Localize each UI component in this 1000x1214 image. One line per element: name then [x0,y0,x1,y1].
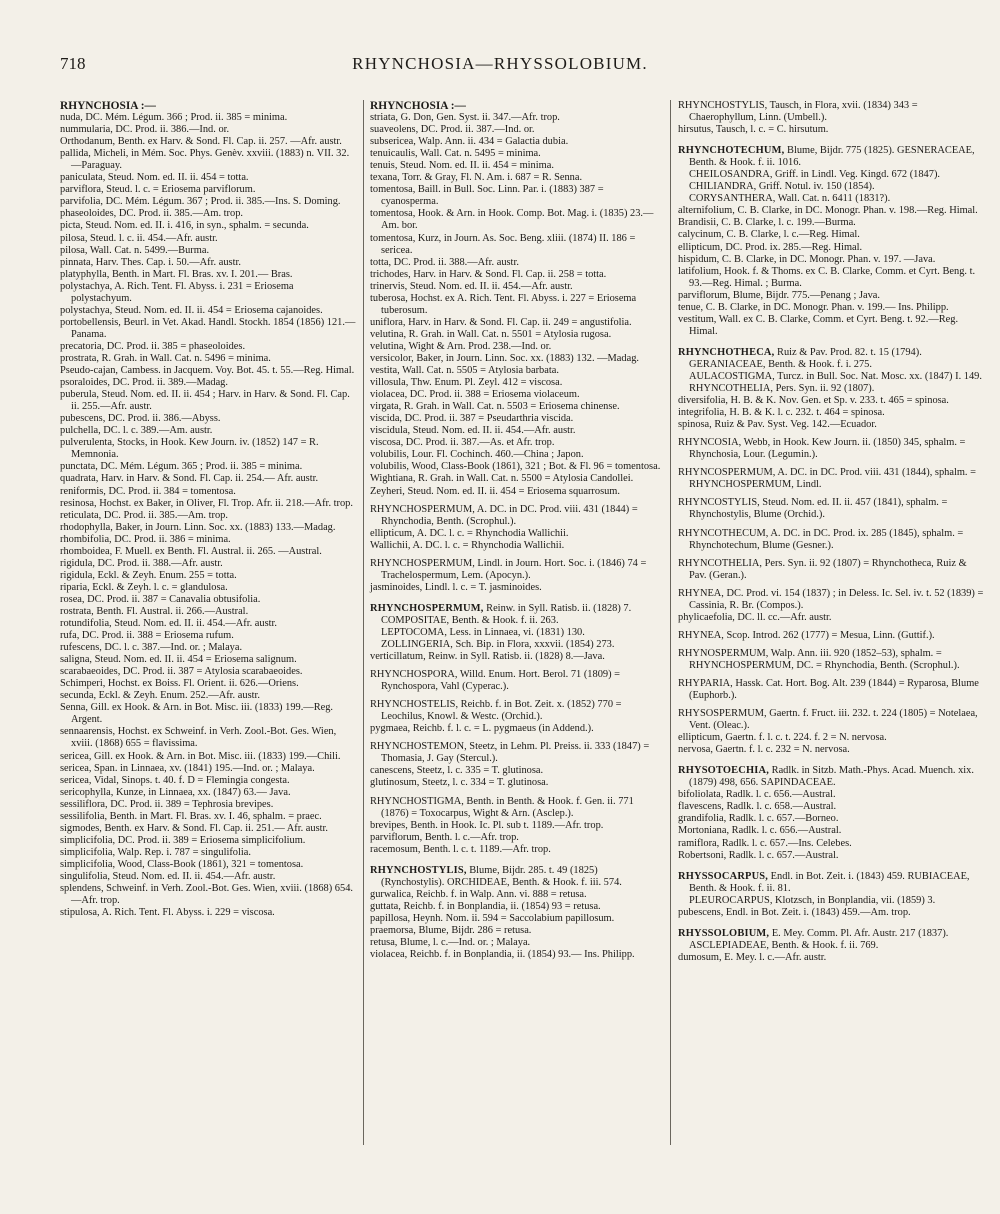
species-entry: viscosa, DC. Prod. ii. 387.—As. et Afr. trop. [370,437,555,449]
species-entry: splendens, Schweinf. in Verh. Zool.-Bot. Ges. Wien, xviii. (1868) 654.—Afr. trop. [60,883,353,907]
genus-synonym-entry: RHYNCOTHELIA, Pers. Syn. ii. 92 (1807) = Rhynchotheca, Ruiz & Pav. (Geran.). [678,557,967,581]
species-entry: sennaarensis, Hochst. ex Schweinf. in Verh. Zool.-Bot. Ges. Wien, xviii. (1868) 655 = flavissima. [60,726,337,750]
species-entry: hispidum, C. B. Clarke, in DC. Monogr. Phan. v. 197. —Java. [678,253,936,265]
species-entry: uniflora, Harv. in Harv. & Sond. Fl. Cap. ii. 249 = angustifolia. [370,316,632,328]
species-entry: simplicifolia, Wood, Class-Book (1861), 321 = tomentosa. [60,858,304,870]
species-entry: velutina, R. Grah. in Wall. Cat. n. 5501 = Atylosia rugosa. [370,328,612,340]
species-entry: guttata, Reichb. f. in Bonplandia, ii. (1854) 93 = retusa. [370,900,601,912]
synonym-genus-line: CHEILOSANDRA, Griff. in Lindl. Veg. Kingd. 672 (1847). [689,169,940,181]
species-entry: pubescens, DC. Prod. ii. 386.—Abyss. [60,413,221,425]
species-entry: paniculata, Steud. Nom. ed. II. ii. 454 = totta. [60,172,249,184]
genus-name: RHYSSOCARPUS, [678,870,769,882]
species-entry: hirsutus, Tausch, l. c. = C. hirsutum. [678,124,829,136]
species-entry: saligna, Steud. Nom. ed. II. ii. 454 = Eriosema salignum. [60,654,297,666]
species-entry: singulifolia, Steud. Nom. ed. II. ii. 454.—Afr. austr. [60,871,276,882]
species-entry: jasminoides, Lindl. l. c. = T. jasminoides. [370,581,542,593]
species-entry: alternifolium, C. B. Clarke, in DC. Monogr. Phan. v. 198.—Reg. Himal. [678,205,978,217]
genus-heading-entry [678,765,984,789]
species-entry: integrifolia, H. B. & K. l. c. 232. t. 464 = spinosa. [678,407,885,419]
species-entry: subsericea, Walp. Ann. ii. 434 = Galactia dubia. [370,136,569,148]
species-entry: brevipes, Benth. in Hook. Ic. Pl. sub t. 1189.—Afr. trop. [370,819,604,831]
genus-synonym-entry: RHYNCHOSTIGMA, Benth. in Benth. & Hook. f. Gen. ii. 771 (1876) = Toxocarpus, Wight & Arn. (Asclep.). [370,795,634,819]
genus-synonym-entry: RHYNCOSTYLIS, Steud. Nom. ed. II. ii. 457 (1841), sphalm. = Rhynchostylis, Blume (Orchid.). [678,497,948,521]
genus-synonym-entry: RHYNOSPERMUM, Walp. Ann. iii. 920 (1852–53), sphalm. = RHYNCHOSPERMUM, DC. = Rhynchodia, Benth. (Scrophul.). [678,647,960,671]
species-entry: quadrata, Harv. in Harv. & Sond. Fl. Cap. ii. 254.— Afr. austr. [60,473,319,485]
species-entry: reticulata, DC. Prod. ii. 385.—Am. trop. [60,509,228,521]
genus-synonym-entry: RHYNCOSIA, Webb, in Hook. Kew Journ. ii. (1850) 345, sphalm. = Rhynchosia, Lour. (Legumin.). [678,437,966,461]
species-entry: glutinosum, Steetz, l. c. 334 = T. glutinosa. [370,777,549,789]
species-entry: phylicaefolia, DC. ll. cc.—Afr. austr. [678,611,832,623]
genus-continuation-heading: RHYNCHOSIA :— [60,100,156,112]
genus-synonym-entry: RHYNCHOSPERMUM, Lindl. in Journ. Hort. Soc. i. (1846) 74 = Trachelospermum, Lem. (Apocyn.). [370,557,647,581]
species-entry: parviflora, Steud. l. c. = Eriosema parviflorum. [60,184,256,196]
species-entry: sericea, Gill. ex Hook. & Arn. in Bot. Misc. iii. (1833) 199.—Chili. [60,750,341,762]
synonym-genus-line: LEPTOCOMA, Less. in Linnaea, vi. (1831) 130. [381,626,585,638]
genus-synonym-entry: RHYPARIA, Hassk. Cat. Hort. Bog. Alt. 239 (1844) = Ryparosa, Blume (Euphorb.). [678,677,979,702]
species-entry: sigmodes, Benth. ex Harv. & Sond. Fl. Cap. ii. 251.— Afr. austr. [60,822,329,834]
genus-synonym-entry: RHYNCHOSTELIS, Reichb. f. in Bot. Zeit. x. (1852) 770 = Leochilus, Knowl. & Westc. (Orchid.). [370,699,622,723]
species-entry: rufescens, DC. l. c. 387.—Ind. or. ; Malaya. [60,642,243,654]
species-entry: sessiliflora, DC. Prod. ii. 389 = Tephrosia brevipes. [60,798,274,810]
genus-citation: Blume, Bijdr. 775 (1825). GESNERACEAE, Benth. & Hook. f. ii. 1016. [689,145,975,169]
species-entry: platyphylla, Benth. in Mart. Fl. Bras. xv. I. 201.— Bras. [60,268,293,280]
species-entry: pubescens, Endl. in Bot. Zeit. i. (1843) 459.—Am. trop. [678,906,911,918]
species-entry: trichodes, Harv. in Harv. & Sond. Fl. Cap. ii. 258 = totta. [370,268,607,280]
species-entry: racemosum, Benth. l. c. t. 1189.—Afr. trop. [370,843,551,855]
genus-synonym-entry: RHYNCHOSPORA, Willd. Enum. Hort. Berol. 71 (1809) = Rynchospora, Vahl (Cyperac.). [370,669,621,693]
species-entry: ellipticum, Gaertn. f. l. c. t. 224. f. 2 = N. nervosa. [678,732,887,744]
species-entry: punctata, DC. Mém. Légum. 365 ; Prod. ii. 385 = minima. [60,461,303,473]
species-entry: vestita, Wall. Cat. n. 5505 = Atylosia barbata. [370,365,559,377]
species-entry: prostrata, R. Grah. in Wall. Cat. n. 5496 = minima. [60,352,271,364]
species-entry: tomentosa, Baill. in Bull. Soc. Linn. Par. i. (1883) 387 = cyanosperma. [370,184,604,208]
synonym-genus-line: CHILIANDRA, Griff. Notul. iv. 150 (1854). [689,181,875,193]
genus-synonym-entry: RHYNEA, Scop. Introd. 262 (1777) = Mesua, Linn. (Guttif.). [678,629,935,641]
species-entry: ellipticum, A. DC. l. c. = Rhynchodia Wallichii. [370,527,569,539]
species-entry: vestitum, Wall. ex C. B. Clarke, Comm. et Cyrt. Beng. t. 92.—Reg. Himal. [678,313,959,337]
species-entry: polystachya, A. Rich. Tent. Fl. Abyss. i. 231 = Eriosema polystachyum. [60,280,294,304]
species-entry: Orthodanum, Benth. ex Harv. & Sond. Fl. Cap. ii. 257. —Afr. austr. [60,136,342,148]
species-entry: dumosum, E. Mey. l. c.—Afr. austr. [678,951,827,963]
species-entry: villosula, Thw. Enum. Pl. Zeyl. 412 = viscosa. [370,377,563,389]
text-column-right [678,100,984,964]
species-entry: rhodophylla, Baker, in Journ. Linn. Soc. xx. (1883) 133.—Madag. [60,521,336,533]
species-entry: puberula, Steud. Nom. ed. II. ii. 454 ; Harv. in Harv. & Sond. Fl. Cap. ii. 255.—Afr. austr. [60,389,350,413]
genus-name: RHYNCHOSTYLIS, [370,864,467,876]
genus-synonym-entry: RHYNCOTHECUM, A. DC. in DC. Prod. ix. 285 (1845), sphalm. = Rhynchotechum, Blume (Gesner.). [678,527,964,551]
species-entry: secunda, Eckl. & Zeyh. Enum. 252.—Afr. austr. [60,690,260,702]
species-entry: Mortoniana, Radlk. l. c. 656.—Austral. [678,825,842,837]
species-entry: rostrata, Benth. Fl. Austral. ii. 266.—Austral. [60,605,249,617]
genus-citation: Ruiz & Pav. Prod. 82. t. 15 (1794). GERANIACEAE, Benth. & Hook. f. i. 275. [689,346,922,370]
species-entry: canescens, Steetz, l. c. 335 = T. glutinosa. [370,765,544,777]
species-entry: spinosa, Ruiz & Pav. Syst. Veg. 142.—Ecuador. [678,419,877,431]
synonym-genus-line: ZOLLINGERIA, Sch. Bip. in Flora, xxxvii. (1854) 273. [381,639,615,651]
species-entry: parvifolia, DC. Mém. Légum. 367 ; Prod. ii. 385.—Ins. S. Doming. [60,196,341,208]
species-entry: simplicifolia, Walp. Rep. i. 787 = singulifolia. [60,846,251,858]
genus-citation: Reinw. in Syll. Ratisb. ii. (1828) 7. COMPOSITAE, Benth. & Hook. f. ii. 263. [381,602,632,626]
species-entry: stipulosa, A. Rich. Tent. Fl. Abyss. i. 229 = viscosa. [60,907,275,919]
species-entry: tenue, C. B. Clarke, in DC. Monogr. Phan. v. 199.— Ins. Philipp. [678,301,949,313]
genus-synonym-entry: RHYNCOSPERMUM, A. DC. in DC. Prod. viii. 431 (1844), sphalm. = RHYNCHOSPERMUM, Lindl. [678,467,976,491]
genus-heading-entry [678,871,984,895]
species-entry: violacea, Reichb. f. in Bonplandia, ii. (1854) 93.— Ins. Philipp. [370,949,635,961]
genus-name: RHYNCHOSPERMUM, [370,602,484,614]
species-entry: texana, Torr. & Gray, Fl. N. Am. i. 687 = R. Senna. [370,172,583,184]
page-number: 718 [60,54,86,73]
genus-name: RHYNCHOTHECA, [678,346,775,358]
species-entry: rhombifolia, DC. Prod. ii. 386 = minima. [60,533,231,545]
species-entry: tuberosa, Hochst. ex A. Rich. Tent. Fl. Abyss. i. 227 = Eriosema tuberosum. [370,292,637,316]
species-entry: calycinum, C. B. Clarke, l. c.—Reg. Himal. [678,229,860,241]
species-entry: grandifolia, Radlk. l. c. 657.—Borneo. [678,813,839,825]
text-column-left [60,100,356,919]
genus-heading-entry [678,145,984,169]
synonym-genus-line: AULACOSTIGMA, Turcz. in Bull. Soc. Nat. Mosc. xx. (1847) I. 149. [689,370,982,382]
genus-citation: Endl. in Bot. Zeit. i. (1843) 459. RUBIACEAE, Benth. & Hook. f. ii. 81. [689,870,970,894]
species-entry: pilosa, Wall. Cat. n. 5499.—Burma. [60,244,210,256]
species-entry: Wightiana, R. Grah. in Wall. Cat. n. 5500 = Atylosia Candollei. [370,473,634,485]
genus-citation: Radlk. in Sitzb. Math.-Phys. Acad. Muench. xix. (1879) 498, 656. SAPINDACEAE. [689,765,974,789]
species-entry: rigidula, DC. Prod. ii. 388.—Afr. austr. [60,557,223,569]
genus-citation: Blume, Bijdr. 285. t. 49 (1825) (Rynchostylis). ORCHIDEAE, Benth. & Hook. f. iii. 574. [381,864,622,888]
species-entry: parviflorum, Benth. l. c.—Afr. trop. [370,831,519,843]
species-entry: precatoria, DC. Prod. ii. 385 = phaseoloides. [60,340,246,352]
synonym-genus-line: RHYNCOTHELIA, Pers. Syn. ii. 92 (1807). [689,383,875,395]
species-entry: tomentosa, Kurz, in Journ. As. Soc. Beng. xliii. (1874) II. 186 = sericea. [370,232,636,256]
species-entry: tenuicaulis, Wall. Cat. n. 5495 = minima. [370,148,541,160]
species-entry: polystachya, Steud. Nom. ed. II. ii. 454 = Eriosema cajanoides. [60,304,323,316]
species-entry: diversifolia, H. B. & K. Nov. Gen. et Sp. v. 233. t. 465 = spinosa. [678,395,949,407]
species-entry: sericea, Span. in Linnaea, xv. (1841) 195.—Ind. or. ; Malaya. [60,762,315,774]
species-entry: Pseudo-cajan, Cambess. in Jacquem. Voy. Bot. 45. t. 55.—Reg. Himal. [60,365,355,377]
species-entry: ramiflora, Radlk. l. c. 657.—Ins. Celebes. [678,837,852,849]
synonym-genus-line: PLEUROCARPUS, Klotzsch, in Bonplandia, vii. (1859) 3. [689,894,936,906]
species-entry: gurwalica, Reichb. f. in Walp. Ann. vi. 888 = retusa. [370,888,587,900]
species-entry: Zeyheri, Steud. Nom. ed. II. ii. 454 = Eriosema squarrosum. [370,485,620,497]
species-entry: Robertsoni, Radlk. l. c. 657.—Austral. [678,849,839,861]
species-entry: suaveolens, DC. Prod. ii. 387.—Ind. or. [370,124,535,136]
species-entry: virgata, R. Grah. in Wall. Cat. n. 5503 = Eriosema chinense. [370,401,620,413]
genus-heading-entry [370,865,663,889]
column-divider [363,100,364,1145]
genus-heading-entry [678,928,984,952]
species-entry: nuda, DC. Mém. Légum. 366 ; Prod. ii. 385 = minima. [60,112,288,124]
page-header [60,54,940,78]
species-entry: nummularia, DC. Prod. ii. 386.—Ind. or. [60,124,230,136]
genus-synonym-entry: RHYNCHOSPERMUM, A. DC. in DC. Prod. viii. 431 (1844) = Rhynchodia, Benth. (Scrophul.). [370,503,638,527]
genus-name: RHYSSOLOBIUM, [678,927,770,939]
species-entry: tenuis, Steud. Nom. ed. II. ii. 454 = minima. [370,160,554,172]
species-entry: praemorsa, Blume, Bijdr. 286 = retusa. [370,925,532,936]
species-entry: nervosa, Gaertn. f. l. c. 232 = N. nervosa. [678,744,850,756]
genus-synonym-entry: RHYNCHOSTEMON, Steetz, in Lehm. Pl. Preiss. ii. 333 (1847) = Thomasia, J. Gay (Stercul.). [370,741,650,765]
genus-citation: E. Mey. Comm. Pl. Afr. Austr. 217 (1837). ASCLEPIADEAE, Benth. & Hook. f. ii. 769. [689,927,949,951]
genus-synonym-entry: RHYSOSPERMUM, Gaertn. f. Fruct. iii. 232. t. 224 (1805) = Notelaea, Vent. (Oleac.). [678,708,978,732]
genus-synonym-entry: RHYNEA, DC. Prod. vi. 154 (1837) ; in Deless. Ic. Sel. iv. t. 52 (1839) = Cassinia, R. Br. (Compos.). [678,587,984,611]
species-entry: volubilis, Lour. Fl. Cochinch. 460.—China ; Japon. [370,449,584,461]
species-entry: totta, DC. Prod. ii. 388.—Afr. austr. [370,256,519,268]
species-entry: scarabaeoides, DC. Prod. ii. 387 = Atylosia scarabaeoides. [60,666,303,678]
species-entry: pilosa, Steud. l. c. ii. 454.—Afr. austr. [60,232,218,244]
species-entry: parviflorum, Blume, Bijdr. 775.—Penang ; Java. [678,289,881,301]
species-entry: pallida, Micheli, in Mém. Soc. Phys. Genèv. xxviii. (1883) n. VII. 32.—Paraguay. [60,148,350,172]
species-entry: trinervis, Steud. Nom. ed. II. ii. 454.—Afr. austr. [370,280,573,292]
species-entry: pulchella, DC. l. c. 389.—Am. austr. [60,425,213,437]
species-entry: violacea, DC. Prod. ii. 388 = Eriosema violaceum. [370,389,580,401]
species-entry: ellipticum, DC. Prod. ix. 285.—Reg. Himal. [678,241,863,253]
species-entry: phaseoloides, DC. Prod. ii. 385.—Am. trop. [60,208,243,220]
species-entry: sessilifolia, Benth. in Mart. Fl. Bras. xv. I. 46, sphalm. = praec. [60,810,322,822]
synonym-genus-line: CORYSANTHERA, Wall. Cat. n. 6411 (1831?). [689,193,891,205]
species-entry: sericophylla, Kunze, in Linnaea, xx. (1847) 63.— Java. [60,786,291,798]
species-entry: rigidula, Eckl. & Zeyh. Enum. 255 = totta. [60,569,237,581]
species-entry: resinosa, Hochst. ex Baker, in Oliver, Fl. Trop. Afr. ii. 218.—Afr. trop. [60,497,353,509]
species-entry: reniformis, DC. Prod. ii. 384 = tomentosa. [60,485,236,497]
species-entry: rotundifolia, Steud. Nom. ed. II. ii. 454.—Afr. austr. [60,618,278,630]
column-divider [670,100,671,1145]
species-entry: Brandisii, C. B. Clarke, l. c. 199.—Burma. [678,217,856,229]
species-entry: volubilis, Wood, Class-Book (1861), 321 ; Bot. & Fl. 96 = tomentosa. [370,461,661,473]
species-entry: sericea, Vidal, Sinops. t. 40. f. D = Flemingia congesta. [60,774,290,786]
species-entry: tomentosa, Hook. & Arn. in Hook. Comp. Bot. Mag. i. (1835) 23.—Am. bor. [370,208,654,232]
species-entry: Senna, Gill. ex Hook. & Arn. in Bot. Misc. iii. (1833) 199.—Reg. Argent. [60,702,334,726]
species-entry: retusa, Blume, l. c.—Ind. or. ; Malaya. [370,937,531,949]
species-entry: simplicifolia, DC. Prod. ii. 389 = Eriosema simplicifolium. [60,834,306,846]
genus-heading-entry [678,347,984,371]
species-entry: rufa, DC. Prod. ii. 388 = Eriosema rufum. [60,630,234,642]
text-column-middle [370,100,663,961]
species-entry: pulverulenta, Stocks, in Hook. Kew Journ. iv. (1852) 147 = R. Memnonia. [60,437,319,461]
species-entry: flavescens, Radlk. l. c. 658.—Austral. [678,801,837,813]
species-entry: riparia, Eckl. & Zeyh. l. c. = glandulosa. [60,581,228,593]
species-entry: Schimperi, Hochst. ex Boiss. Fl. Orient. ii. 626.—Oriens. [60,678,299,690]
species-entry: pygmaea, Reichb. f. l. c. = L. pygmaeus (in Addend.). [370,723,594,735]
genus-heading-entry [370,603,663,627]
genus-name: RHYNCHOTECHUM, [678,145,785,157]
species-entry: RHYNCHOSTYLIS, Tausch, in Flora, xvii. (1834) 343 = Chaerophyllum, Linn. (Umbell.). [678,100,918,124]
species-entry: psoraloides, DC. Prod. ii. 389.—Madag. [60,377,228,389]
genus-continuation-heading: RHYNCHOSIA :— [370,100,466,112]
species-entry: rosea, DC. Prod. ii. 387 = Canavalia obtusifolia. [60,593,261,605]
species-entry: papillosa, Heynh. Nom. ii. 594 = Saccolabium papillosum. [370,912,615,924]
species-entry: pinnata, Harv. Thes. Cap. i. 50.—Afr. austr. [60,256,241,268]
genus-name: RHYSOTOECHIA, [678,765,770,777]
species-entry: latifolium, Hook. f. & Thoms. ex C. B. Clarke, Comm. et Cyrt. Beng. t. 93.—Reg. Himal. ; Burma. [678,265,976,289]
species-entry: Wallichii, A. DC. l. c. = Rhynchodia Wallichii. [370,539,565,551]
species-entry: portobellensis, Beurl. in Vet. Akad. Handl. Stockh. 1854 (1856) 121.—Panama. [60,316,356,340]
species-entry: versicolor, Baker, in Journ. Linn. Soc. xx. (1883) 132. —Madag. [370,352,639,364]
species-entry: verticillatum, Reinw. in Syll. Ratisb. ii. (1828) 8.—Java. [370,651,605,663]
species-entry: picta, Steud. Nom. ed. II. i. 416, in syn., sphalm. = secunda. [60,220,309,232]
species-entry: velutina, Wight & Arn. Prod. 238.—Ind. or. [370,340,552,352]
species-entry: rhomboidea, F. Muell. ex Benth. Fl. Austral. ii. 265. —Austral. [60,545,322,557]
running-title: RHYNCHOSIA—RHYSSOLOBIUM. [352,54,648,73]
species-entry: bifoliolata, Radlk. l. c. 656.—Austral. [678,789,836,801]
species-entry: striata, G. Don, Gen. Syst. ii. 347.—Afr. trop. [370,112,560,124]
species-entry: viscida, DC. Prod. ii. 387 = Pseudarthria viscida. [370,413,574,425]
species-entry: viscidula, Steud. Nom. ed. II. ii. 454.—Afr. austr. [370,425,576,437]
